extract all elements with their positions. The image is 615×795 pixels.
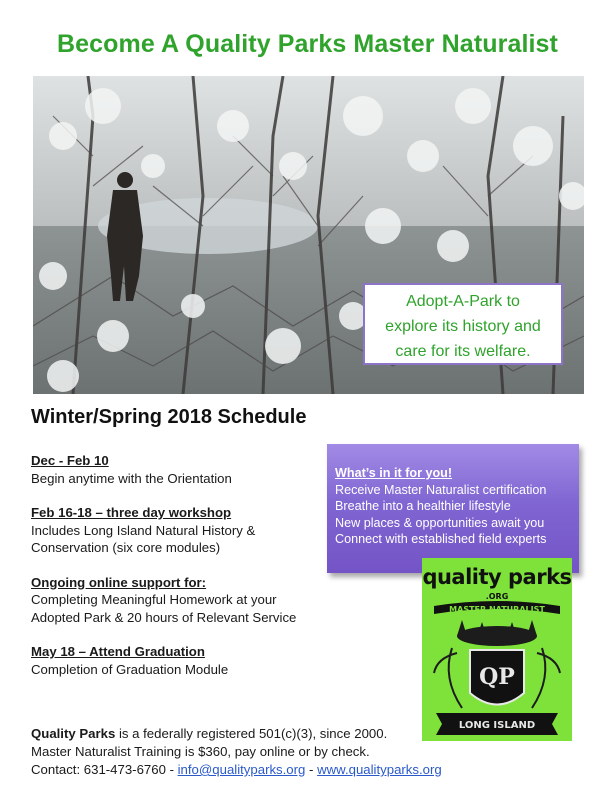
email-link[interactable]: info@qualityparks.org xyxy=(177,762,306,777)
schedule-item-text: Completing Meaningful Homework at your xyxy=(31,592,277,607)
logo-banner-text: LONG ISLAND xyxy=(458,720,536,731)
schedule-item xyxy=(31,504,331,557)
schedule-item-heading: Dec - Feb 10 xyxy=(31,453,109,468)
logo-org-text: .ORG xyxy=(485,592,509,601)
schedule-item-text: Adopted Park & 20 hours of Relevant Service xyxy=(31,609,297,625)
schedule-item-text: Begin anytime with the Orientation xyxy=(31,470,232,486)
callout-line: care for its welfare. xyxy=(395,343,531,360)
schedule-item-text: Completion of Graduation Module xyxy=(31,661,229,677)
link-separator: - xyxy=(305,762,318,777)
logo-title-text: quality parks xyxy=(422,565,572,589)
schedule-item xyxy=(31,643,331,678)
logo-monogram: QP xyxy=(479,664,515,690)
benefits-box xyxy=(327,444,579,573)
schedule-list xyxy=(31,452,331,695)
benefit-item: Breathe into a healthier lifestyle xyxy=(335,499,511,513)
schedule-item xyxy=(31,452,331,487)
schedule-item xyxy=(31,574,331,627)
footer-contact-line xyxy=(31,761,591,779)
benefit-item: Receive Master Naturalist certification xyxy=(335,482,547,497)
schedule-item-heading: Ongoing online support for: xyxy=(31,574,207,590)
callout-line: explore its history and xyxy=(385,318,541,335)
schedule-item-text: Includes Long Island Natural History & xyxy=(31,522,256,538)
benefit-item: New places & opportunities await you xyxy=(335,515,545,530)
website-link[interactable]: www.qualityparks.org xyxy=(317,762,442,777)
page-title: Become A Quality Parks Master Naturalist xyxy=(57,30,558,58)
org-name: Quality Parks xyxy=(31,726,116,741)
schedule-item-heading: Feb 16-18 – three day workshop xyxy=(31,505,232,520)
callout-line: Adopt-A-Park to xyxy=(406,293,520,310)
footer-line xyxy=(31,725,591,743)
footer-price-text: Master Naturalist Training is $360, pay online or by check. xyxy=(31,744,370,759)
contact-phone-text: Contact: 631-473-6760 - xyxy=(31,762,178,777)
schedule-item-text: Conservation (six core modules) xyxy=(31,540,221,555)
logo-subtitle-text: MASTER NATURALIST xyxy=(449,605,545,614)
footer xyxy=(31,725,591,779)
schedule-heading: Winter/Spring 2018 Schedule xyxy=(31,406,307,428)
footer-registration-text: is a federally registered 501(c)(3), since 2000. xyxy=(115,726,388,741)
benefit-item: Connect with established field experts xyxy=(335,532,547,546)
benefits-heading: What’s in it for you! xyxy=(335,466,453,480)
adopt-a-park-callout xyxy=(363,283,563,365)
schedule-item-heading: May 18 – Attend Graduation xyxy=(31,644,205,659)
quality-parks-master-naturalist-logo xyxy=(422,558,572,741)
